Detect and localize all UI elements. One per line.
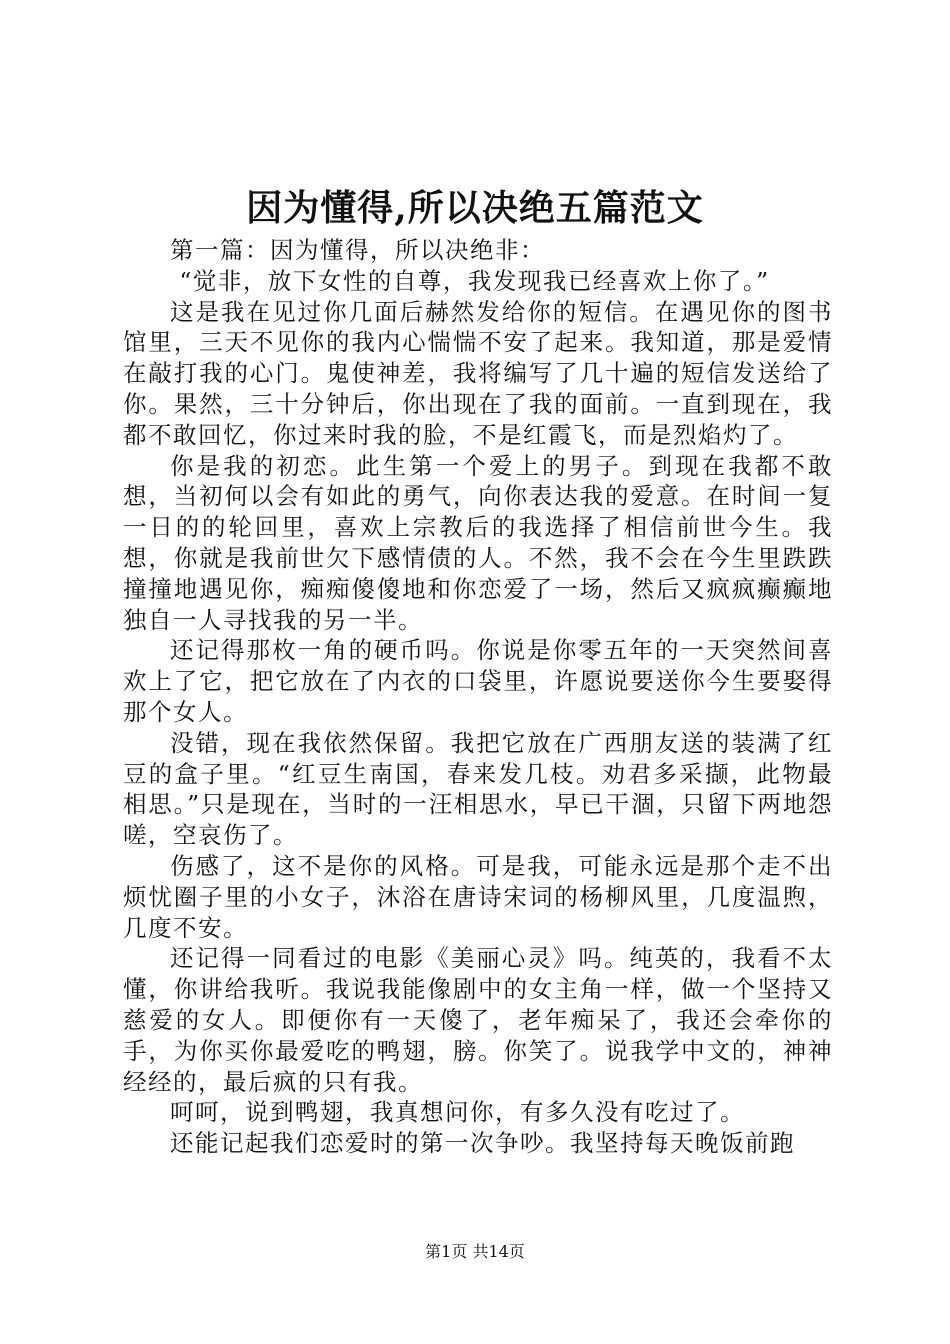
paragraph: 呵呵，说到鸭翅，我真想问你，有多久没有吃过了。: [170, 1098, 745, 1127]
paragraph: 伤感了，这不是你的风格。可是我，可能永远是那个走不出烦忧圈子里的小女子，沐浴在唐诗宋词的杨柳风里，几度温煦，几度不安。: [123, 851, 833, 942]
paragraph: 还能记起我们恋爱时的第一次争吵。我坚持每天晚饭前跑: [170, 1129, 795, 1158]
document-body: [123, 235, 833, 1159]
paragraph: 还记得那枚一角的硬币吗。你说是你零五年的一天突然间喜欢上了它，把它放在了内衣的口袋里，许愿说要送你今生要娶得那个女人。: [123, 636, 833, 726]
paragraph: 还记得一同看过的电影《美丽心灵》吗。纯英的，我看不太懂，你讲给我听。我说我能像剧中的女主角一样，做一个坚持又慈爱的女人。即便你有一天傻了，老年痴呆了，我还会牵你的手，为你买你最爱吃的鸭翅，膀。你笑了。说我学中文的，神神经经的，最后疯的只有我。: [123, 944, 833, 1096]
paragraph: 你是我的初恋。此生第一个爱上的男子。到现在我都不敢想，当初何以会有如此的勇气，向你表达我的爱意。在时间一复一日的的轮回里，喜欢上宗教后的我选择了相信前世今生。我想，你就是我前世欠下感情债的人。不然，我不会在今生里跌跌撞撞地遇见你，痴痴傻傻地和你恋爱了一场，然后又疯疯癫癫地独自一人寻找我的另一半。: [123, 451, 833, 634]
document-title: 因为懂得,所以决绝五篇范文: [246, 187, 704, 229]
paragraph: “觉非，放下女性的自尊，我发现我已经喜欢上你了。”: [179, 266, 770, 295]
paragraph: 这是我在见过你几面后赫然发给你的短信。在遇见你的图书馆里，三天不见你的我内心惴惴不安了起来。我知道，那是爱情在敲打我的心门。鬼使神差，我将编写了几十遍的短信发送给了你。果然，三十分钟后，你出现在了我的面前。一直到现在，我都不敢回忆，你过来时我的脸，不是红霞飞，而是烈焰灼了。: [123, 297, 833, 449]
paragraph: 没错，现在我依然保留。我把它放在广西朋友送的装满了红豆的盒子里。“红豆生南国，春来发几枝。劝君多采撷，此物最相思。”只是现在，当时的一汪相思水，早已干涸，只留下两地怨嗟，空哀伤了。: [123, 728, 833, 850]
section-heading: 第一篇：因为懂得，所以决绝非：: [170, 236, 545, 264]
page-footer: 第1页 共14页: [425, 1242, 525, 1261]
